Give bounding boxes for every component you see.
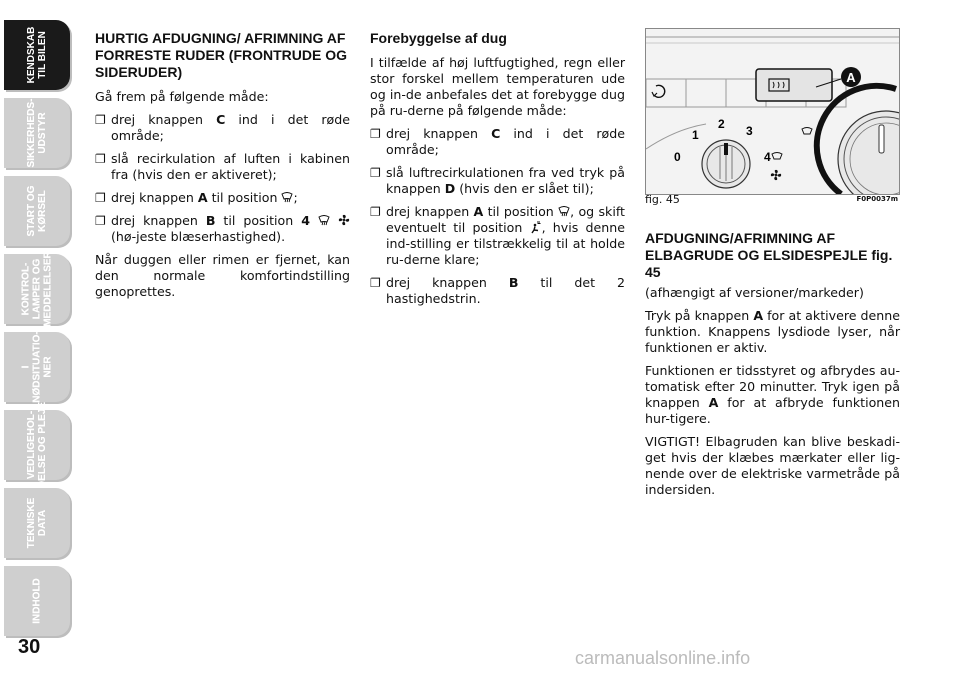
svg-text:2: 2 — [718, 117, 725, 131]
tab-start-og-korsel[interactable] — [4, 176, 70, 246]
windscreen-defrost-icon — [318, 215, 330, 226]
tab-label: VEDLIGEHOL- DELSE OG PLEJE — [26, 401, 48, 489]
tab-kontrollamper[interactable] — [4, 251, 70, 327]
section-heading: HURTIG AFDUGNING/ AFRIMNING AF FORRESTE RUDER (FRONTRUDE OG SIDERUDER) — [95, 30, 347, 80]
tab-sikkerhedsudstyr[interactable] — [4, 98, 70, 168]
list-item: ❐ drej knappen B til position 4 (hø-jeste blæserhastighed). — [95, 213, 350, 245]
svg-text:1: 1 — [692, 128, 699, 142]
watermark: carmanualsonline.info — [575, 648, 751, 668]
list-item: ❐ drej knappen A til position ; — [95, 190, 350, 206]
windscreen-and-feet-icon — [530, 221, 542, 234]
tab-nodsituationer[interactable] — [4, 332, 70, 402]
tab-label: I NØDSITUATIO- NER — [20, 331, 54, 403]
tab-label: INDHOLD — [31, 578, 43, 624]
windscreen-defrost-icon — [281, 192, 293, 203]
fan-icon — [338, 214, 350, 226]
paragraph: (afhængigt af versioner/markeder) — [645, 285, 864, 300]
tab-label: KENDSKAB TIL BILEN — [26, 26, 48, 84]
section-fast-defog — [95, 30, 350, 307]
section-heading: AFDUGNING/AFRIMNING AF ELBAGRUDE OG ELSIDESPEJLE fig. 45 — [645, 230, 893, 280]
paragraph: Gå frem på følgende måde: — [95, 89, 269, 104]
tab-tekniske-data[interactable] — [4, 488, 70, 558]
tab-label: START OG KØRSEL — [26, 185, 48, 237]
list-item: ❐ drej knappen A til position , og skift eventuelt til position , hvis denne ind-stilling er tilstrækkelig til at holde ru-derne klare; — [370, 204, 625, 268]
tab-label: TEKNISKE DATA — [26, 497, 48, 549]
page-number: 30 — [18, 636, 41, 658]
figure-code: F0P0037m — [856, 195, 898, 203]
tab-indhold[interactable] — [4, 566, 70, 636]
list-item: ❐ slå recirkulation af luften i kabinen fra (hvis den er aktiveret); — [95, 151, 350, 183]
svg-text:0: 0 — [674, 150, 681, 164]
section-rear-defrost — [645, 230, 900, 505]
paragraph: VIGTIGT! Elbagruden kan blive beskadi-get hvis der klæbes mærkater eller lig-nende over de elektriske varmetråde på indersiden. — [645, 434, 900, 497]
section-prevent-fog — [370, 30, 625, 314]
climate-control-figure — [645, 28, 900, 195]
tab-label: KONTROL- LAMPER OG MEDDELELSER — [20, 251, 54, 327]
list-item: ❐ drej knappen B til det 2 hastighedstrin. — [370, 275, 625, 307]
paragraph: Tryk på knappen A for at aktivere denne funktion. Knappens lysdiode lyser, når funktionen er aktiv. — [645, 308, 900, 355]
paragraph: I tilfælde af høj luftfugtighed, regn eller stor forskel mellem temperaturen ude og in-de anbefales det at forebygge dug på ru-derne på følgende måde: — [370, 55, 625, 118]
windscreen-defrost-icon — [558, 206, 570, 217]
figure-caption: fig. 45 F0P0037m — [645, 193, 898, 206]
tab-label: SIKKERHEDS- UDSTYR — [26, 98, 48, 168]
section-heading: Forebyggelse af dug — [370, 30, 507, 46]
list-item: ❐ drej knappen C ind i det røde område; — [95, 112, 350, 144]
svg-text:4: 4 — [764, 150, 771, 164]
rear-defrost-button — [756, 69, 832, 101]
list-item: ❐ slå luftrecirkulationen fra ved tryk på knappen D (hvis den er slået til); — [370, 165, 625, 197]
svg-text:A: A — [846, 70, 856, 85]
control-panel-drawing — [646, 29, 899, 194]
tab-vedligeholdelse[interactable] — [4, 401, 70, 489]
svg-text:3: 3 — [746, 124, 753, 138]
tab-kendskab-til-bilen[interactable] — [4, 20, 70, 90]
list-item: ❐ drej knappen C ind i det røde område; — [370, 126, 625, 158]
paragraph: Funktionen er tidsstyret og afbrydes au-tomatisk efter 20 minutter. Tryk igen på knappen A for at afbryde funktionen hur-tigere. — [645, 363, 901, 426]
paragraph: Når duggen eller rimen er fjernet, kan den normale komfortindstilling genoprettes. — [95, 252, 350, 299]
